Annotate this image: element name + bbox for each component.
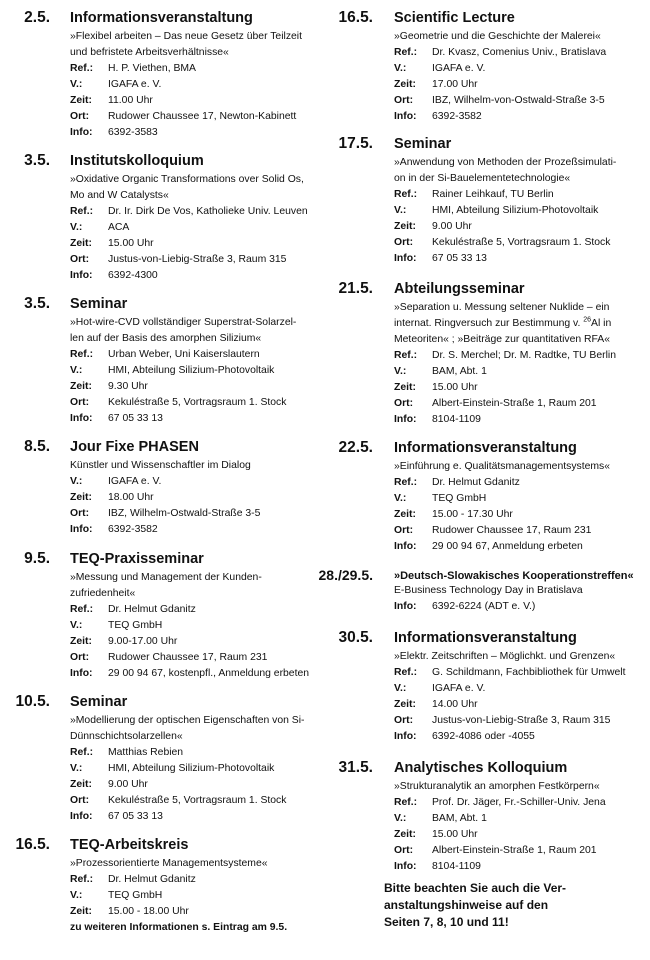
event-description: und befristete Arbeitsverhältnisse« bbox=[70, 47, 229, 58]
event-date: 17.5. bbox=[338, 135, 373, 152]
field-info: Info: 67 05 33 13 bbox=[394, 253, 487, 264]
event-date: 9.5. bbox=[24, 550, 50, 567]
event-title: Abteilungsseminar bbox=[394, 281, 525, 297]
event-description: »Anwendung von Methoden der Prozeßsimulati- bbox=[394, 157, 617, 168]
field-time: Zeit: 9.00 Uhr bbox=[70, 779, 148, 790]
event-title: Informationsveranstaltung bbox=[394, 630, 577, 646]
event-date: 2.5. bbox=[24, 9, 50, 26]
field-info: Info: 8104-1109 bbox=[394, 414, 481, 425]
field-time: Zeit: 15.00 - 18.00 Uhr bbox=[70, 906, 189, 917]
field-info: Info: 6392-4086 oder -4055 bbox=[394, 731, 535, 742]
field-organizer: V.: TEQ GmbH bbox=[394, 493, 487, 504]
field-time: Zeit: 9.00-17.00 Uhr bbox=[70, 636, 178, 647]
field-organizer: V.: TEQ GmbH bbox=[70, 620, 163, 631]
event-title: TEQ-Praxisseminar bbox=[70, 551, 204, 567]
event-body bbox=[70, 315, 310, 427]
event-description: »Flexibel arbeiten – Das neue Gesetz über Teilzeit bbox=[70, 31, 302, 42]
field-ref: Ref.: Dr. Helmut Gdanitz bbox=[394, 477, 520, 488]
field-time: Zeit: 18.00 Uhr bbox=[70, 492, 154, 503]
field-organizer: V.: IGAFA e. V. bbox=[394, 63, 486, 74]
event-title: Analytisches Kolloquium bbox=[394, 760, 568, 776]
event-title: Scientific Lecture bbox=[394, 10, 515, 26]
event-date: 10.5. bbox=[15, 693, 50, 710]
field-ref: Ref.: Dr. S. Merchel; Dr. M. Radtke, TU Berlin bbox=[394, 350, 617, 361]
field-location: Ort: Rudower Chaussee 17, Raum 231 bbox=[394, 525, 592, 536]
notice-line: anstaltungshinweise auf den bbox=[384, 898, 549, 912]
event-description: E-Business Technology Day in Bratislava bbox=[394, 585, 583, 596]
event-description: Meteoriten« ; »Beiträge zur quantitativen RFA« bbox=[394, 334, 611, 345]
field-time: Zeit: 15.00 Uhr bbox=[394, 382, 478, 393]
field-location: Ort: Kekuléstraße 5, Vortragsraum 1. Stock bbox=[70, 795, 287, 806]
event-description: »Geometrie und die Geschichte der Malerei« bbox=[394, 31, 601, 42]
field-time: Zeit: 11.00 Uhr bbox=[70, 95, 153, 106]
event-description: »Einführung e. Qualitätsmanagementsystems« bbox=[394, 461, 611, 472]
field-ref: Ref.: Dr. Kvasz, Comenius Univ., Bratislava bbox=[394, 47, 607, 58]
event-description: »Messung und Management der Kunden- bbox=[70, 572, 262, 583]
event-date: 16.5. bbox=[338, 9, 373, 26]
event-body bbox=[70, 29, 310, 141]
event-body bbox=[394, 649, 644, 745]
event-description: »Oxidative Organic Transformations over Solid Os, bbox=[70, 174, 304, 185]
event-date: 3.5. bbox=[24, 152, 50, 169]
field-location: Ort: Kekuléstraße 5, Vortragsraum 1. Stock bbox=[394, 237, 611, 248]
event-description: »Hot-wire-CVD vollständiger Superstrat-Solarzel- bbox=[70, 317, 297, 328]
event-description: »Prozessorientierte Managementsysteme« bbox=[70, 858, 268, 869]
event-body bbox=[394, 155, 644, 267]
page-reference-notice bbox=[384, 880, 624, 931]
field-organizer: V.: HMI, Abteilung Silizium-Photovoltaik bbox=[70, 763, 275, 774]
field-location: Ort: Rudower Chaussee 17, Raum 231 bbox=[70, 652, 268, 663]
field-info: Info: 6392-4300 bbox=[70, 270, 158, 281]
field-location: Ort: Albert-Einstein-Straße 1, Raum 201 bbox=[394, 398, 597, 409]
field-location: Ort: Rudower Chaussee 17, Newton-Kabinett bbox=[70, 111, 297, 122]
field-location: Ort: Albert-Einstein-Straße 1, Raum 201 bbox=[394, 845, 597, 856]
field-time: Zeit: 15.00 - 17.30 Uhr bbox=[394, 509, 513, 520]
field-time: Zeit: 9.00 Uhr bbox=[394, 221, 472, 232]
field-ref: Ref.: Dr. Ir. Dirk De Vos, Katholieke Univ. Leuven bbox=[70, 206, 308, 217]
event-description: Künstler und Wissenschaftler im Dialog bbox=[70, 460, 251, 471]
field-location: Ort: Justus-von-Liebig-Straße 3, Raum 315 bbox=[70, 254, 287, 265]
event-body bbox=[70, 856, 310, 936]
event-description: »Separation u. Messung seltener Nuklide – ein bbox=[394, 302, 610, 313]
event-body bbox=[70, 172, 310, 284]
isotope-superscript: 26 bbox=[583, 316, 592, 324]
event-note: zu weiteren Informationen s. Eintrag am 9.5. bbox=[70, 922, 288, 933]
event-body bbox=[394, 779, 644, 875]
field-organizer: V.: HMI, Abteilung Silizium-Photovoltaik bbox=[70, 365, 275, 376]
field-time: Zeit: 15.00 Uhr bbox=[394, 829, 478, 840]
event-date: 3.5. bbox=[24, 295, 50, 312]
field-info: Info: 67 05 33 13 bbox=[70, 811, 163, 822]
field-organizer: V.: TEQ GmbH bbox=[70, 890, 163, 901]
field-info: Info: 6392-3582 bbox=[394, 111, 482, 122]
event-title: Seminar bbox=[70, 694, 128, 710]
field-ref: Ref.: H. P. Viethen, BMA bbox=[70, 63, 196, 74]
field-organizer: V.: ACA bbox=[70, 222, 130, 233]
notice-line: Bitte beachten Sie auch die Ver- bbox=[384, 881, 567, 895]
field-info: Info: 67 05 33 13 bbox=[70, 413, 163, 424]
notice-line: Seiten 7, 8, 10 und 11! bbox=[384, 915, 509, 929]
event-body bbox=[394, 29, 644, 125]
field-info: Info: 6392-6224 (ADT e. V.) bbox=[394, 601, 536, 612]
field-time: Zeit: 14.00 Uhr bbox=[394, 699, 478, 710]
event-description: zufriedenheit« bbox=[70, 588, 136, 599]
field-info: Info: 6392-3583 bbox=[70, 127, 158, 138]
event-description: »Elektr. Zeitschriften – Möglichkt. und Grenzen« bbox=[394, 651, 616, 662]
field-organizer: V.: IGAFA e. V. bbox=[394, 683, 486, 694]
event-description: on in der Si-Bauelementetechnologie« bbox=[394, 173, 571, 184]
event-body bbox=[394, 583, 644, 615]
event-description: Dünnschichtsolarzellen« bbox=[70, 731, 183, 742]
field-info: Info: 29 00 94 67, Anmeldung erbeten bbox=[394, 541, 583, 552]
field-info: Info: 29 00 94 67, kostenpfl., Anmeldung erbeten bbox=[70, 668, 310, 679]
field-organizer: V.: BAM, Abt. 1 bbox=[394, 813, 487, 824]
field-info: Info: 6392-3582 bbox=[70, 524, 158, 535]
event-description: internat. Ringversuch zur Bestimmung v. $^{26}$Al in bbox=[394, 316, 612, 329]
field-location: Ort: IBZ, Wilhelm-Ostwald-Straße 3-5 bbox=[70, 508, 261, 519]
event-description: Mo and W Catalysts« bbox=[70, 190, 169, 201]
event-date: 21.5. bbox=[338, 280, 373, 297]
event-date: 28./29.5. bbox=[318, 567, 373, 583]
field-ref: Ref.: Prof. Dr. Jäger, Fr.-Schiller-Univ. Jena bbox=[394, 797, 606, 808]
event-body bbox=[70, 570, 310, 682]
event-body bbox=[394, 459, 644, 555]
field-ref: Ref.: Rainer Leihkauf, TU Berlin bbox=[394, 189, 554, 200]
field-ref: Ref.: G. Schildmann, Fachbibliothek für Umwelt bbox=[394, 667, 626, 678]
field-location: Ort: IBZ, Wilhelm-von-Ostwald-Straße 3-5 bbox=[394, 95, 605, 106]
field-time: Zeit: 9.30 Uhr bbox=[70, 381, 148, 392]
event-body bbox=[70, 458, 310, 538]
event-description: »Strukturanalytik an amorphen Festkörpern« bbox=[394, 781, 600, 792]
field-ref: Ref.: Dr. Helmut Gdanitz bbox=[70, 604, 196, 615]
field-ref: Ref.: Dr. Helmut Gdanitz bbox=[70, 874, 196, 885]
event-date: 31.5. bbox=[338, 759, 373, 776]
field-time: Zeit: 15.00 Uhr bbox=[70, 238, 154, 249]
event-title: »Deutsch-Slowakisches Kooperationstreffen« bbox=[394, 570, 634, 582]
field-info: Info: 8104-1109 bbox=[394, 861, 481, 872]
event-title: Informationsveranstaltung bbox=[70, 10, 253, 26]
field-ref: Ref.: Matthias Rebien bbox=[70, 747, 184, 758]
event-date: 22.5. bbox=[338, 439, 373, 456]
event-title: Seminar bbox=[70, 296, 128, 312]
event-title: Institutskolloquium bbox=[70, 153, 204, 169]
event-date: 30.5. bbox=[338, 629, 373, 646]
field-time: Zeit: 17.00 Uhr bbox=[394, 79, 478, 90]
field-location: Ort: Kekuléstraße 5, Vortragsraum 1. Stock bbox=[70, 397, 287, 408]
field-location: Ort: Justus-von-Liebig-Straße 3, Raum 315 bbox=[394, 715, 611, 726]
field-ref: Ref.: Urban Weber, Uni Kaiserslautern bbox=[70, 349, 260, 360]
event-body bbox=[394, 300, 644, 428]
event-date: 8.5. bbox=[24, 438, 50, 455]
event-title: TEQ-Arbeitskreis bbox=[70, 837, 189, 853]
event-title: Jour Fixe PHASEN bbox=[70, 439, 199, 455]
event-title: Informationsveranstaltung bbox=[394, 440, 577, 456]
event-description: »Modellierung der optischen Eigenschaften von Si- bbox=[70, 715, 305, 726]
event-date: 16.5. bbox=[15, 836, 50, 853]
field-organizer: V.: BAM, Abt. 1 bbox=[394, 366, 487, 377]
field-organizer: V.: IGAFA e. V. bbox=[70, 79, 162, 90]
event-body bbox=[70, 713, 310, 825]
event-description: len auf der Basis des amorphen Silizium« bbox=[70, 333, 262, 344]
field-organizer: V.: IGAFA e. V. bbox=[70, 476, 162, 487]
field-organizer: V.: HMI, Abteilung Silizium-Photovoltaik bbox=[394, 205, 599, 216]
event-title: Seminar bbox=[394, 136, 452, 152]
